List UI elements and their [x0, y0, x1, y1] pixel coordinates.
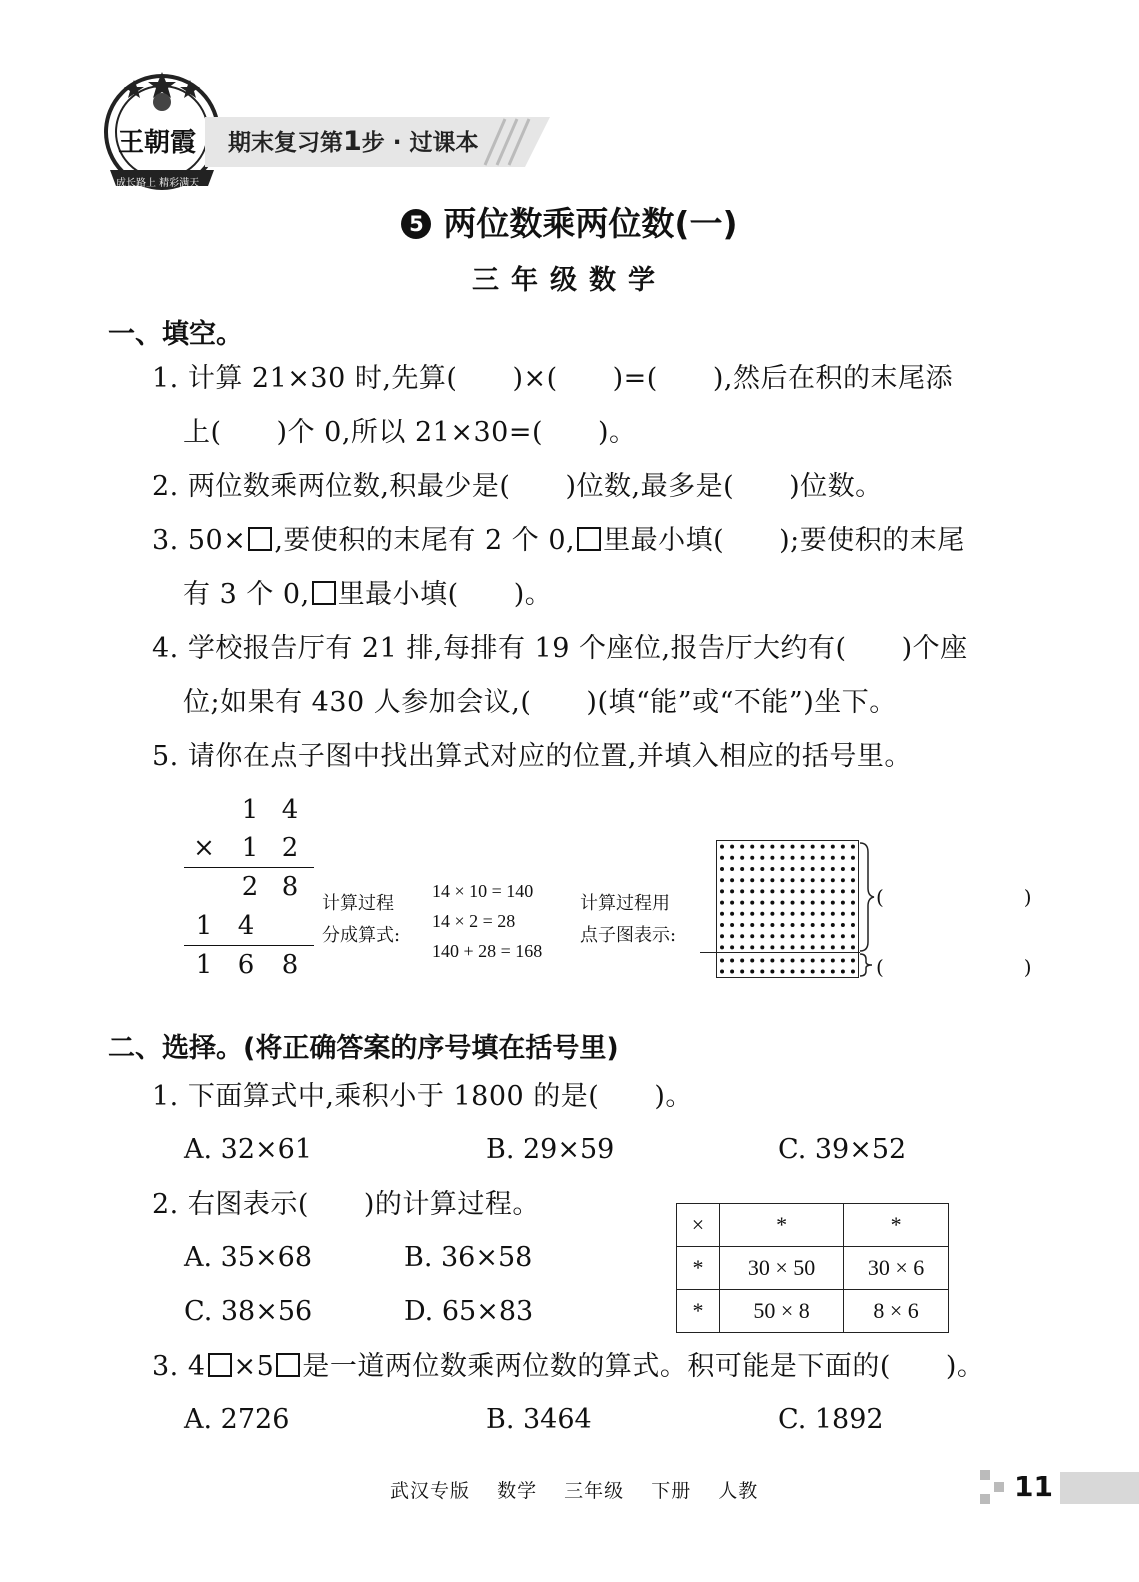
dot: [760, 959, 764, 963]
page-title: [0, 198, 1139, 245]
dot: [760, 878, 764, 882]
table-cell: *: [677, 1247, 720, 1290]
logo-slogan: 成长路上 精彩满天: [116, 178, 200, 189]
dot: [841, 878, 845, 882]
dot: [740, 889, 744, 893]
dot: [720, 856, 724, 860]
dot: [770, 923, 774, 927]
dot: [760, 970, 764, 974]
dot: [821, 912, 825, 916]
dot: [720, 923, 724, 927]
dot: [760, 912, 764, 916]
vertical-digit: 2: [281, 833, 299, 863]
dot: [750, 845, 754, 849]
dot: [740, 934, 744, 938]
dot: [780, 959, 784, 963]
banner-prefix: 期末复习第: [228, 130, 343, 156]
dot: [801, 901, 805, 905]
dot: [730, 959, 734, 963]
table-cell: ×: [677, 1204, 720, 1247]
blank-box: [248, 527, 272, 551]
dot: [750, 856, 754, 860]
vertical-digit: 4: [281, 795, 299, 825]
dot: [750, 934, 754, 938]
dot: [791, 912, 795, 916]
option: B. 3464: [486, 1404, 592, 1435]
dot: [831, 934, 835, 938]
dots-label-line1: 计算过程用: [580, 893, 670, 914]
vertical-digit: 6: [237, 950, 255, 980]
dot: [770, 856, 774, 860]
dot: [740, 912, 744, 916]
dot: [770, 945, 774, 949]
dot: [851, 856, 855, 860]
dot: [821, 923, 825, 927]
split-label-line1: 计算过程: [322, 893, 394, 914]
dot: [760, 889, 764, 893]
vertical-digit: 1: [241, 795, 259, 825]
choice-question-3: [152, 1350, 984, 1384]
dot: [720, 878, 724, 882]
dot: [760, 845, 764, 849]
dot: [720, 901, 724, 905]
dot: [831, 959, 835, 963]
dot: [821, 856, 825, 860]
dot: [831, 856, 835, 860]
footer-item: 人教: [718, 1480, 759, 1502]
dot: [730, 845, 734, 849]
dot: [740, 856, 744, 860]
dot: [730, 970, 734, 974]
section2-heading: 二、选择。(将正确答案的序号填在括号里): [108, 1033, 619, 1064]
dot: [720, 912, 724, 916]
question-3-line2: [183, 578, 552, 612]
dot: [811, 945, 815, 949]
dot: [841, 912, 845, 916]
equation: 14 × 2 = 28: [432, 911, 516, 931]
dot: [740, 901, 744, 905]
dot: [750, 923, 754, 927]
dot: [740, 923, 744, 927]
dot: [831, 923, 835, 927]
dot: [750, 901, 754, 905]
question-3-line1: [152, 524, 965, 558]
dot: [791, 901, 795, 905]
option: C. 38×56: [184, 1296, 313, 1327]
brace-bottom: [858, 953, 876, 981]
dot: [801, 878, 805, 882]
dot: [811, 867, 815, 871]
page-corner-decoration: [980, 1470, 1010, 1510]
dot: [851, 970, 855, 974]
option: A. 35×68: [184, 1242, 312, 1273]
dot: [770, 959, 774, 963]
dot: [730, 945, 734, 949]
option: A. 32×61: [184, 1134, 312, 1165]
vertical-digit: 1: [241, 833, 259, 863]
dot: [821, 945, 825, 949]
answer-bracket-top: ( ): [876, 885, 1032, 909]
page-number-bar: [1060, 1472, 1139, 1504]
dot: [740, 878, 744, 882]
dot: [811, 856, 815, 860]
dot: [851, 867, 855, 871]
choice-question-2: 2. 右图表示( )的计算过程。: [152, 1189, 540, 1220]
dot: [841, 901, 845, 905]
dot: [791, 923, 795, 927]
dot: [750, 889, 754, 893]
dot: [851, 901, 855, 905]
dot: [770, 889, 774, 893]
dot: [811, 959, 815, 963]
dot: [831, 889, 835, 893]
vertical-digit: 1: [195, 950, 213, 980]
dot: [821, 889, 825, 893]
dot: [851, 945, 855, 949]
option: A. 2726: [184, 1404, 290, 1435]
dot: [841, 889, 845, 893]
dot: [791, 856, 795, 860]
dot: [740, 945, 744, 949]
table-row: [677, 1290, 949, 1333]
page-subtitle: 三年级数学: [472, 265, 667, 296]
dot: [760, 923, 764, 927]
footer-item: 下册: [651, 1480, 692, 1502]
dot: [791, 945, 795, 949]
dot: [720, 945, 724, 949]
dot: [760, 945, 764, 949]
option: C. 39×52: [778, 1134, 907, 1165]
dot: [780, 856, 784, 860]
dot: [831, 945, 835, 949]
dot: [760, 901, 764, 905]
split-label-line2: 分成算式:: [322, 925, 401, 946]
dot: [770, 934, 774, 938]
dot-grid: [716, 840, 859, 978]
footer: [390, 1476, 778, 1503]
dot: [760, 867, 764, 871]
dot: [831, 845, 835, 849]
vertical-digit: 2: [241, 872, 259, 902]
dot: [720, 889, 724, 893]
dot: [750, 959, 754, 963]
dot: [841, 856, 845, 860]
dot: [831, 878, 835, 882]
dot: [770, 970, 774, 974]
banner-step: 1: [343, 126, 362, 157]
q3-part-c: 是一道两位数乘两位数的算式。积可能是下面的( )。: [302, 1351, 985, 1382]
dot: [740, 959, 744, 963]
dot: [730, 901, 734, 905]
dot: [750, 878, 754, 882]
dot: [780, 923, 784, 927]
dot: [821, 959, 825, 963]
option: B. 29×59: [486, 1134, 615, 1165]
dot: [760, 856, 764, 860]
option: D. 65×83: [404, 1296, 534, 1327]
table-row: [677, 1247, 949, 1290]
dot: [730, 889, 734, 893]
question-2: 2. 两位数乘两位数,积最少是( )位数,最多是( )位数。: [152, 471, 883, 502]
dot: [791, 867, 795, 871]
dot: [841, 945, 845, 949]
dot: [730, 912, 734, 916]
dot: [770, 867, 774, 871]
dot: [811, 878, 815, 882]
dot: [821, 845, 825, 849]
multiplication-table: [676, 1203, 949, 1333]
vertical-digit: 1: [195, 911, 213, 941]
brace-top: [858, 842, 876, 956]
dot: [720, 970, 724, 974]
dot: [780, 912, 784, 916]
dot: [851, 878, 855, 882]
dot: [750, 945, 754, 949]
q3-part-a: 3. 50×: [152, 525, 247, 556]
dot: [841, 959, 845, 963]
dot: [801, 867, 805, 871]
option: B. 36×58: [404, 1242, 533, 1273]
table-cell: 50 × 8: [720, 1290, 844, 1333]
q3-part-a: 3. 4: [152, 1351, 206, 1382]
page-number: 11: [1014, 1470, 1053, 1503]
vertical-digit: 8: [281, 872, 299, 902]
question-4-line1: 4. 学校报告厅有 21 排,每排有 19 个座位,报告厅大约有( )个座: [152, 633, 968, 664]
dot: [801, 923, 805, 927]
q3-part-c: 里最小填( );要使积的末尾: [603, 525, 965, 556]
table-cell: *: [844, 1204, 949, 1247]
question-1-line1: 1. 计算 21×30 时,先算( )×( )=( ),然后在积的末尾添: [152, 363, 953, 394]
dot: [841, 845, 845, 849]
dot: [821, 878, 825, 882]
q3-part-b: ,要使积的末尾有 2 个 0,: [274, 525, 576, 556]
dot: [811, 970, 815, 974]
dot: [720, 867, 724, 871]
dot: [851, 923, 855, 927]
dot: [841, 970, 845, 974]
dot: [841, 934, 845, 938]
dot: [780, 901, 784, 905]
dot: [760, 934, 764, 938]
dot: [720, 934, 724, 938]
blank-box: [312, 581, 336, 605]
dot: [811, 901, 815, 905]
dot: [780, 889, 784, 893]
dot: [811, 934, 815, 938]
dot: [801, 945, 805, 949]
dot: [801, 856, 805, 860]
dot: [720, 959, 724, 963]
table-cell: 30 × 6: [844, 1247, 949, 1290]
question-5: 5. 请你在点子图中找出算式对应的位置,并填入相应的括号里。: [152, 741, 912, 772]
dot: [801, 889, 805, 893]
title-number: 5: [401, 209, 431, 239]
dot: [811, 923, 815, 927]
dot: [780, 845, 784, 849]
blank-box: [276, 1353, 300, 1377]
dot: [841, 923, 845, 927]
title-text: 两位数乘两位数(一): [443, 204, 738, 243]
dot: [770, 912, 774, 916]
dot: [841, 867, 845, 871]
dot: [851, 912, 855, 916]
dot: [851, 845, 855, 849]
question-1-line2: 上( )个 0,所以 21×30=( )。: [183, 417, 637, 448]
dot: [770, 901, 774, 905]
option: C. 1892: [778, 1404, 884, 1435]
dots-label-line2: 点子图表示:: [580, 925, 677, 946]
banner-suffix: 步 · 过课本: [361, 130, 479, 156]
dot: [770, 845, 774, 849]
dot: [730, 856, 734, 860]
q3-part-e: 里最小填( )。: [337, 579, 553, 610]
q3-part-d: 有 3 个 0,: [183, 579, 310, 610]
dot: [730, 934, 734, 938]
dot: [730, 867, 734, 871]
table-cell: 8 × 6: [844, 1290, 949, 1333]
vertical-rule: [184, 945, 314, 946]
dot: [831, 901, 835, 905]
dot: [740, 845, 744, 849]
dot: [780, 934, 784, 938]
dot: [780, 945, 784, 949]
dot: [750, 912, 754, 916]
table-cell: 30 × 50: [720, 1247, 844, 1290]
dot: [821, 970, 825, 974]
dot: [811, 889, 815, 893]
dot: [780, 878, 784, 882]
dot: [740, 970, 744, 974]
dot: [851, 889, 855, 893]
vertical-operator: ×: [193, 833, 215, 863]
dot: [831, 912, 835, 916]
blank-box: [577, 527, 601, 551]
blank-box: [208, 1353, 232, 1377]
dot: [770, 878, 774, 882]
dot: [740, 867, 744, 871]
dot: [831, 867, 835, 871]
dot: [780, 970, 784, 974]
dot: [851, 934, 855, 938]
dot: [791, 934, 795, 938]
dot: [811, 845, 815, 849]
dot: [791, 878, 795, 882]
section1-heading: 一、填空。: [108, 319, 243, 350]
dot: [750, 970, 754, 974]
question-4-line2: 位;如果有 430 人参加会议,( )(填“能”或“不能”)坐下。: [183, 687, 897, 718]
dot: [730, 878, 734, 882]
dot: [791, 970, 795, 974]
vertical-rule: [184, 867, 314, 868]
dot: [851, 959, 855, 963]
footer-item: 武汉专版: [390, 1480, 471, 1502]
dot-grid-divider: [700, 952, 860, 953]
dot: [821, 867, 825, 871]
dot: [750, 867, 754, 871]
dot: [801, 934, 805, 938]
answer-bracket-bottom: ( ): [876, 955, 1032, 979]
dot: [811, 912, 815, 916]
dot: [791, 889, 795, 893]
dot: [791, 845, 795, 849]
choice-question-1: 1. 下面算式中,乘积小于 1800 的是( )。: [152, 1081, 693, 1112]
table-cell: *: [677, 1290, 720, 1333]
dot: [831, 970, 835, 974]
table-cell: *: [720, 1204, 844, 1247]
q3-part-b: ×5: [233, 1351, 275, 1382]
vertical-digit: 4: [237, 911, 255, 941]
dot: [730, 923, 734, 927]
vertical-digit: 8: [281, 950, 299, 980]
dot: [720, 845, 724, 849]
banner-text: [228, 124, 479, 157]
dot: [801, 959, 805, 963]
footer-item: 数学: [497, 1480, 538, 1502]
dot: [791, 959, 795, 963]
dot: [821, 934, 825, 938]
dot: [821, 901, 825, 905]
dot: [801, 912, 805, 916]
equation: 14 × 10 = 140: [432, 881, 534, 901]
dot: [801, 970, 805, 974]
table-row: [677, 1204, 949, 1247]
logo-title: 王朝霞: [118, 128, 197, 158]
equation: 140 + 28 = 168: [432, 941, 543, 961]
footer-item: 三年级: [564, 1480, 625, 1502]
dot: [780, 867, 784, 871]
dot: [801, 845, 805, 849]
